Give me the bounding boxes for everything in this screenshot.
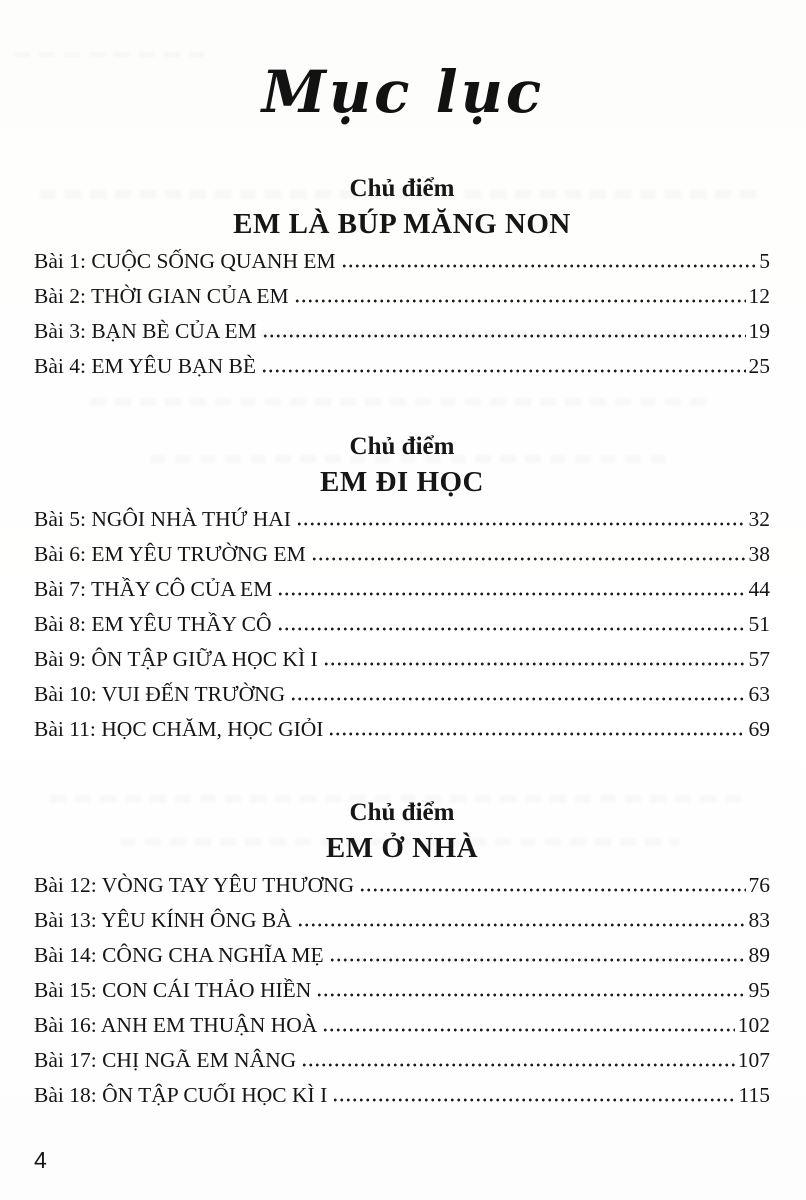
toc-item-label: Bài 6: EM YÊU TRƯỜNG EM: [34, 542, 306, 566]
dot-leader: [311, 557, 746, 561]
toc-item-label: Bài 8: EM YÊU THẦY CÔ: [34, 612, 272, 636]
toc-item-label: Bài 13: YÊU KÍNH ÔNG BÀ: [34, 908, 292, 932]
page-title: Mục lục: [261, 58, 545, 126]
toc-section-em-di-hoc: [34, 430, 770, 747]
toc-item-page: 44: [748, 577, 770, 601]
table-of-contents: [0, 172, 806, 1113]
dot-leader: [290, 697, 745, 701]
dot-leader: [296, 522, 746, 526]
toc-item-label: Bài 10: VUI ĐẾN TRƯỜNG: [34, 682, 286, 706]
dot-leader: [332, 1098, 735, 1102]
toc-row: [34, 938, 770, 973]
toc-item-label: Bài 9: ÔN TẬP GIỮA HỌC KÌ I: [34, 647, 318, 671]
toc-item-page: 63: [748, 682, 770, 706]
toc-row: [34, 903, 770, 938]
toc-item-page: 89: [748, 943, 770, 967]
toc-item-label: Bài 5: NGÔI NHÀ THỨ HAI: [34, 507, 291, 531]
dot-leader: [277, 592, 745, 596]
toc-item-label: Bài 16: ANH EM THUẬN HOÀ: [34, 1013, 318, 1037]
dot-leader: [277, 627, 746, 631]
toc-item-label: Bài 1: CUỘC SỐNG QUANH EM: [34, 249, 336, 273]
toc-item-label: Bài 3: BẠN BÈ CỦA EM: [34, 319, 257, 343]
toc-item-page: 5: [759, 249, 770, 273]
toc-item-label: Bài 18: ÔN TẬP CUỐI HỌC KÌ I: [34, 1083, 328, 1107]
toc-section-em-la-bup-mang-non: [34, 172, 770, 384]
toc-row: [34, 572, 770, 607]
toc-section-em-o-nha: [34, 796, 770, 1113]
toc-item-label: Bài 15: CON CÁI THẢO HIỀN: [34, 978, 312, 1002]
toc-item-page: 25: [748, 354, 770, 378]
toc-item-page: 12: [748, 284, 770, 308]
toc-row: [34, 1008, 770, 1043]
toc-row: [34, 244, 770, 279]
toc-item-page: 51: [748, 612, 770, 636]
toc-item-page: 69: [748, 717, 770, 741]
toc-item-page: 95: [748, 978, 770, 1002]
toc-row: [34, 349, 770, 384]
toc-row: [34, 868, 770, 903]
dot-leader: [294, 299, 746, 303]
toc-item-page: 76: [748, 873, 770, 897]
dot-leader: [297, 923, 746, 927]
section-title: EM LÀ BÚP MĂNG NON: [233, 208, 571, 240]
dot-leader: [323, 662, 746, 666]
section-heading: Chủ điểm: [349, 799, 455, 826]
dot-leader: [261, 369, 746, 373]
section-heading: Chủ điểm: [349, 175, 455, 202]
page-number: 4: [34, 1147, 47, 1173]
section-heading: Chủ điểm: [349, 433, 455, 460]
toc-item-page: 19: [748, 319, 770, 343]
toc-row: [34, 677, 770, 712]
dot-leader: [341, 264, 757, 268]
toc-item-label: Bài 4: EM YÊU BẠN BÈ: [34, 354, 256, 378]
toc-item-label: Bài 14: CÔNG CHA NGHĨA MẸ: [34, 943, 324, 967]
dot-leader: [359, 888, 745, 892]
toc-row: [34, 607, 770, 642]
toc-row: [34, 1078, 770, 1113]
toc-item-label: Bài 12: VÒNG TAY YÊU THƯƠNG: [34, 873, 355, 897]
dot-leader: [322, 1028, 734, 1032]
toc-row: [34, 973, 770, 1008]
toc-item-label: Bài 17: CHỊ NGÃ EM NÂNG: [34, 1048, 297, 1072]
toc-row: [34, 502, 770, 537]
toc-item-label: Bài 11: HỌC CHĂM, HỌC GIỎI: [34, 717, 324, 741]
dot-leader: [262, 334, 746, 338]
toc-item-page: 38: [748, 542, 770, 566]
toc-row: [34, 279, 770, 314]
toc-item-page: 57: [748, 647, 770, 671]
toc-row: [34, 537, 770, 572]
dot-leader: [329, 958, 746, 962]
toc-item-page: 32: [748, 507, 770, 531]
toc-item-label: Bài 2: THỜI GIAN CỦA EM: [34, 284, 289, 308]
toc-row: [34, 314, 770, 349]
section-title: EM ĐI HỌC: [320, 466, 484, 498]
toc-item-page: 83: [748, 908, 770, 932]
toc-row: [34, 712, 770, 747]
toc-item-page: 115: [738, 1083, 770, 1107]
dot-leader: [316, 993, 745, 997]
section-title: EM Ở NHÀ: [325, 832, 479, 864]
dot-leader: [328, 732, 745, 736]
dot-leader: [301, 1063, 735, 1067]
toc-row: [34, 1043, 770, 1078]
toc-item-label: Bài 7: THẦY CÔ CỦA EM: [34, 577, 273, 601]
toc-item-page: 102: [737, 1013, 770, 1037]
toc-item-page: 107: [737, 1048, 770, 1072]
toc-row: [34, 642, 770, 677]
